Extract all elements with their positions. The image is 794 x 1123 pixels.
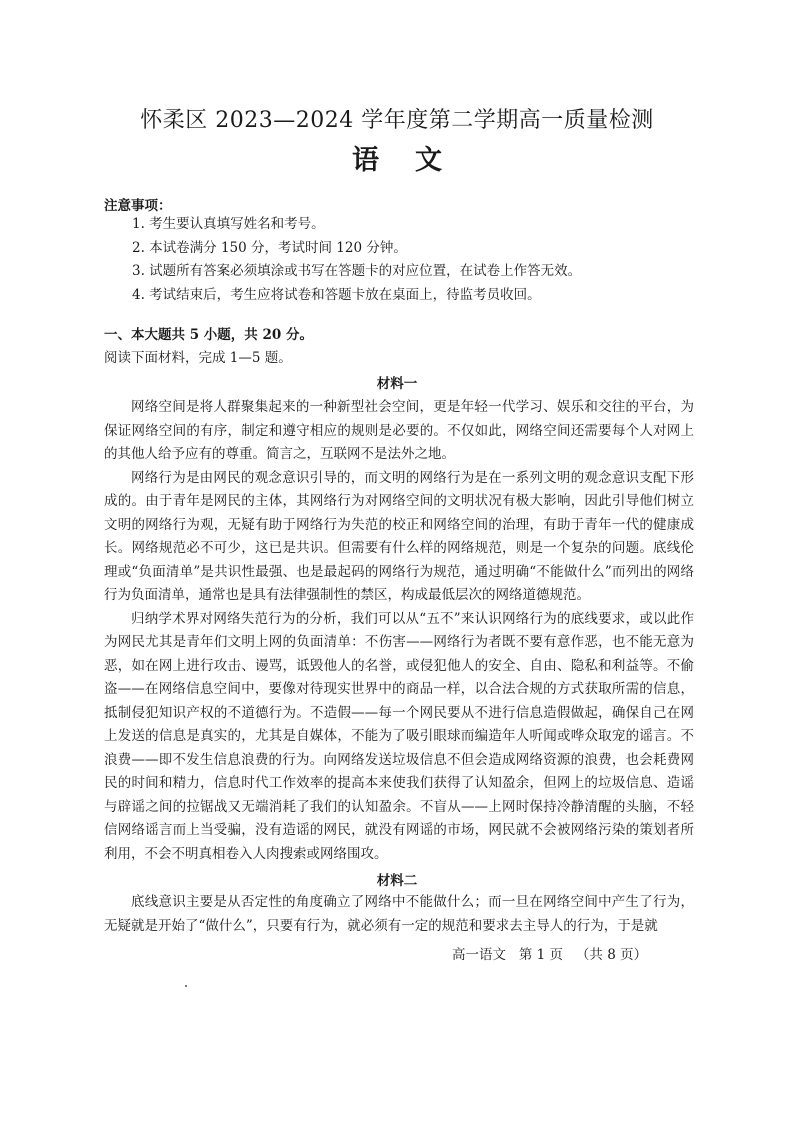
material-two-body (104, 891, 694, 938)
notice-item: 3. 试题所有答案必须填涂或书写在答题卡的对应位置，在试卷上作答无效。 (132, 263, 582, 279)
notice-item: 1. 考生要认真填写姓名和考号。 (132, 216, 325, 232)
material-one-title: 材料一 (376, 376, 418, 392)
subject-title: 语文 (352, 145, 478, 176)
notice-item: 2. 本试卷满分 150 分，考试时间 120 分钟。 (132, 239, 407, 256)
section-instruction: 阅读下面材料，完成 1—5 题。 (104, 350, 292, 366)
exam-title: 怀柔区 2023—2024 学年度第二学期高一质量检测 (140, 108, 654, 133)
material-one-body (104, 396, 694, 866)
notice-heading: 注意事项： (104, 198, 172, 214)
page-footer: 高一语文 第 1 页 （共 8 页） (452, 947, 648, 963)
notice-list (132, 213, 581, 307)
paragraph: 归纳学术界对网络失范行为的分析，我们可以从“五不”来认识网络行为的底线要求，或以此作为网民尤其是青年们文明上网的负面清单：不伤害——网络行为者既不要有意作恶，也不能无意为恶，如在网上进行攻击、谩骂，诋毁他人的名誉，或侵犯他人的安全、自由、隐私和利益等。不偷盗——在网络信息空间中，要像对待现实世界中的商品一样，以合法合规的方式获取所需的信息，抵制侵犯知识产权的不道德行为。不造假——每一个网民要从不进行信息造假做起，确保自己在网上发送的信息是真实的，尤其是自媒体，不能为了吸引眼球而编造年人听闻或哗众取宠的谣言。不浪费——即不发生信息浪费的行为。向网络发送垃圾信息不但会造成网络资源的浪费，也会耗费网民的时间和精力，信息时代工作效率的提高本来使我们获得了认知盈余，但网上的垃圾信息、造谣与辟谣之间的拉锯战又无端消耗了我们的认知盈余。不盲从——上网时保持冷静清醒的头脑，不轻信网络谣言而上当受骗，没有造谣的网民，就没有网谣的市场，网民就不会被网络污染的策划者所利用，不会不明真相卷入人肉搜索或网络围攻。 (104, 610, 694, 862)
material-two-title: 材料二 (376, 873, 418, 889)
scan-speck (185, 985, 187, 987)
notice-item: 4. 考试结束后，考生应将试卷和答题卡放在桌面上，待监考员收回。 (132, 286, 541, 303)
paragraph: 底线意识主要是从否定性的角度确立了网络中不能做什么；而一旦在网络空间中产生了行为，无疑就是开始了“做什么”，只要有行为，就必须有一定的规范和要求去主导人的行为，于是就 (104, 894, 694, 934)
paragraph: 网络空间是将人群聚集起来的一种新型社会空间，更是年轻一代学习、娱乐和交往的平台，为保证网络空间的有序，制定和遵守相应的规则是必要的。不仅如此，网络空间还需要每个人对网上的其他人给予应有的尊重。简言之，互联网不是法外之地。 (104, 399, 694, 462)
paragraph: 网络行为是由网民的观念意识引导的，而文明的网络行为是在一系列文明的观念意识支配下形成的。由于青年是网民的主体，其网络行为对网络空间的文明状况有极大影响，因此引导他们树立文明的网络行为观，无疑有助于网络行为失范的校正和网络空间的治理，有助于青年一代的健康成长。网络规范必不可少，这已是共识。但需要有什么样的网络规范，则是一个复杂的问题。底线伦理或“负面清单”是共识性最强、也是最起码的网络行为规范，通过明确“不能做什么”而列出的网络行为负面清单，通常也是具有法律强制性的禁区，构成最低层次的网络道德规范。 (104, 469, 694, 603)
section-heading: 一、本大题共 5 小题，共 20 分。 (104, 327, 313, 343)
